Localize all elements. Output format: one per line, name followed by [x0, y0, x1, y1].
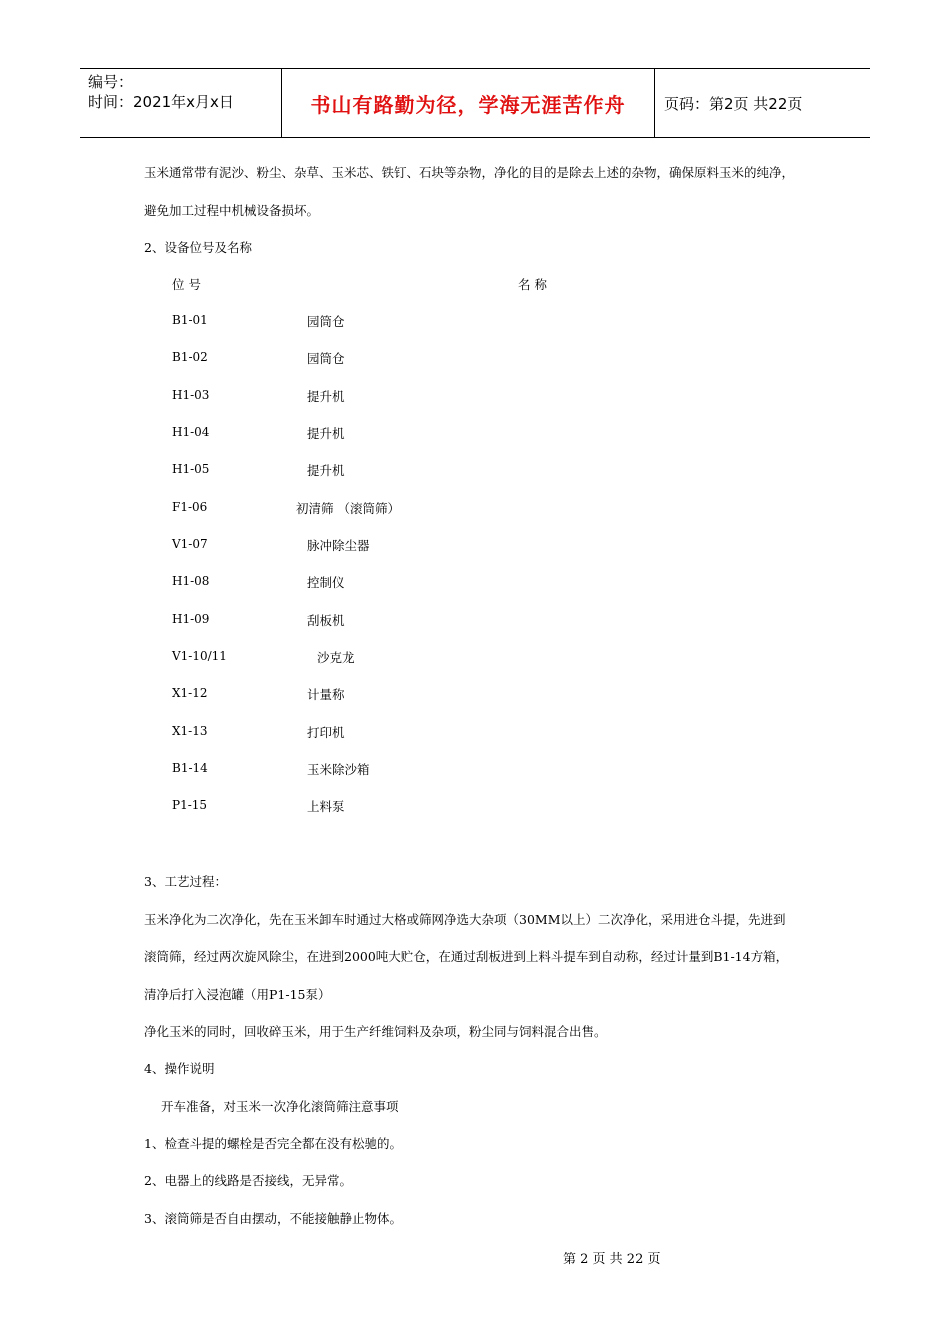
- section-4-title: 4、操作说明: [144, 1061, 215, 1076]
- equipment-code: H1-09: [172, 612, 210, 626]
- equipment-code: X1-12: [172, 686, 208, 700]
- header-page-code: 页码：第2页 共22页: [664, 94, 803, 113]
- header-info-cell: [80, 69, 280, 137]
- equipment-code: X1-13: [172, 724, 208, 738]
- equipment-code: V1-07: [172, 537, 208, 551]
- equipment-code: B1-14: [172, 761, 208, 775]
- equipment-name: 初清筛 （滚筒筛）: [296, 501, 400, 516]
- equipment-code: B1-01: [172, 313, 208, 327]
- equipment-name: 提升机: [307, 389, 345, 404]
- equipment-name: 上料泵: [307, 799, 345, 814]
- equipment-name: 园筒仓: [307, 351, 345, 366]
- document-time: 时间：2021年x月x日: [88, 93, 234, 111]
- header-page-cell: [654, 69, 870, 137]
- process-line-2: 滚筒筛，经过两次旋风除尘，在进到2000吨大贮仓，在通过刮板进到上料斗提车到自动称，经过计量到B1-14方箱，: [144, 949, 789, 964]
- operation-item-3: 3、滚筒筛是否自由摆动，不能接触静止物体。: [144, 1211, 402, 1226]
- equipment-name: 刮板机: [307, 613, 345, 628]
- operation-prep: 开车准备，对玉米一次净化滚筒筛注意事项: [161, 1099, 399, 1114]
- equipment-code: V1-10/11: [172, 649, 227, 663]
- equipment-name: 玉米除沙箱: [307, 762, 370, 777]
- equipment-code-header: 位 号: [172, 277, 201, 292]
- section-3-title: 3、工艺过程：: [144, 874, 227, 889]
- equipment-name-header: 名 称: [518, 277, 547, 292]
- equipment-code: P1-15: [172, 798, 208, 812]
- section-2-title: 2、设备位号及名称: [144, 240, 252, 255]
- process-line-4: 净化玉米的同时，回收碎玉米，用于生产纤维饲料及杂项，粉尘同与饲料混合出售。: [144, 1024, 607, 1039]
- equipment-name: 沙克龙: [317, 650, 355, 665]
- equipment-name: 打印机: [307, 725, 345, 740]
- equipment-code: H1-05: [172, 462, 210, 476]
- equipment-code: B1-02: [172, 350, 208, 364]
- equipment-name: 计量称: [307, 687, 345, 702]
- header-motto: 书山有路勤为径，学海无涯苦作舟: [310, 92, 626, 117]
- process-line-3: 清净后打入浸泡罐（用P1-15泵）: [144, 987, 331, 1002]
- equipment-name: 园筒仓: [307, 314, 345, 329]
- operation-item-1: 1、检查斗提的螺栓是否完全都在没有松驰的。: [144, 1136, 402, 1151]
- header-motto-cell: [281, 69, 655, 137]
- page-footer: 第 2 页 共 22 页: [563, 1252, 661, 1267]
- equipment-name: 提升机: [307, 463, 345, 478]
- intro-line-2: 避免加工过程中机械设备损坏。: [144, 203, 320, 218]
- equipment-code: H1-08: [172, 574, 210, 588]
- equipment-name: 脉冲除尘器: [307, 538, 370, 553]
- operation-item-2: 2、电器上的线路是否接线，无异常。: [144, 1173, 352, 1188]
- page-header: [80, 68, 870, 138]
- intro-line-1: 玉米通常带有泥沙、粉尘、杂草、玉米芯、铁钉、石块等杂物，净化的目的是除去上述的杂物，确保原料玉米的纯净，: [144, 165, 795, 180]
- document-number-label: 编号：: [88, 73, 134, 91]
- process-line-1: 玉米净化为二次净化，先在玉米卸车时通过大格或筛网净选大杂项（30MM以上）二次净化，采用进仓斗提，先进到: [144, 912, 786, 927]
- equipment-name: 控制仪: [307, 575, 345, 590]
- equipment-code: H1-04: [172, 425, 210, 439]
- equipment-code: F1-06: [172, 500, 208, 514]
- equipment-name: 提升机: [307, 426, 345, 441]
- equipment-code: H1-03: [172, 388, 210, 402]
